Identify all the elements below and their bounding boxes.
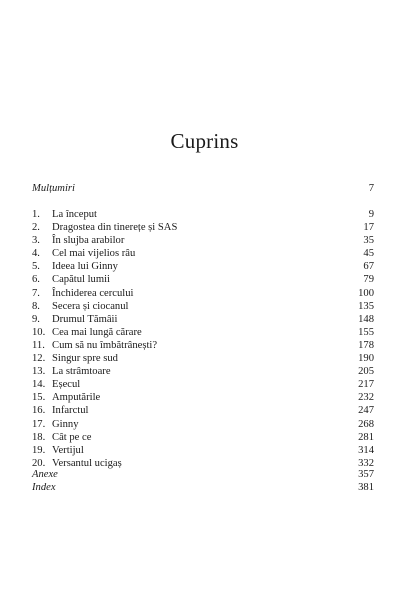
toc-entry[interactable] <box>32 365 374 378</box>
toc-entry-number: 1. <box>32 209 40 220</box>
toc-entry-page: 9 <box>368 209 374 220</box>
toc-entry-page: 332 <box>358 457 374 469</box>
toc-entry-page: 45 <box>363 248 374 260</box>
toc-entry-page: 381 <box>358 482 374 494</box>
toc-entry-number: 7. <box>32 287 40 299</box>
page-title: Cuprins <box>170 129 239 153</box>
toc-entry-page: 79 <box>363 274 374 286</box>
toc-entry[interactable] <box>32 404 374 417</box>
toc-entry[interactable] <box>32 247 374 260</box>
toc-entry-number: 3. <box>32 235 40 247</box>
toc-entry[interactable] <box>32 287 374 300</box>
toc-entry-page: 100 <box>358 287 374 299</box>
toc-entry[interactable] <box>32 182 374 195</box>
toc-entry[interactable] <box>32 208 374 221</box>
toc-entry[interactable] <box>32 260 374 273</box>
toc-entry-title: Ideea lui Ginny <box>52 261 118 273</box>
toc-entry-page: 155 <box>358 326 374 338</box>
toc-entry-page: 35 <box>363 235 374 247</box>
toc-entry-page: 232 <box>358 392 374 404</box>
toc-entry-number: 9. <box>32 313 40 325</box>
toc-entry[interactable] <box>32 273 374 286</box>
toc-entry-page: 357 <box>358 469 374 480</box>
toc-entry[interactable] <box>32 391 374 404</box>
toc-entry-number: 4. <box>32 248 40 260</box>
toc-entry-page: 135 <box>358 300 374 312</box>
toc-entry-title: Închiderea cercului <box>52 287 134 299</box>
toc-entry-number: 8. <box>32 300 40 312</box>
toc-entry-page: 178 <box>358 339 374 351</box>
toc-entry-number: 17. <box>32 418 46 430</box>
toc-entry-title: Amputările <box>52 392 101 404</box>
toc-entry-number: 19. <box>32 444 46 456</box>
toc-entry-page: 7 <box>368 183 374 194</box>
toc-entry-title: Anexe <box>32 469 58 480</box>
toc-entry[interactable] <box>32 378 374 391</box>
toc-entry-number: 10. <box>32 326 46 338</box>
toc-entry-number: 2. <box>32 222 40 234</box>
toc-entry[interactable] <box>32 313 374 326</box>
toc-entry[interactable] <box>32 431 374 444</box>
toc-entry-number: 20. <box>32 457 46 469</box>
toc-entry[interactable] <box>32 481 374 494</box>
toc-entry[interactable] <box>32 234 374 247</box>
toc-entry-title: Capătul lumii <box>52 274 110 286</box>
toc-entry-title: Vertijul <box>52 444 84 456</box>
toc-entry-title: Versantul ucigaș <box>52 457 122 469</box>
toc-entry-title: La început <box>52 209 98 220</box>
toc-entry[interactable] <box>32 418 374 431</box>
toc-entry-number: 14. <box>32 379 46 391</box>
toc-entry-title: Cum să nu îmbătrânești? <box>52 339 158 351</box>
toc-entry-page: 205 <box>358 366 374 378</box>
toc-chapters <box>32 208 374 470</box>
toc-entry-title: Index <box>32 482 56 494</box>
toc-entry-page: 148 <box>358 313 374 325</box>
toc-entry-title: Cea mai lungă cărare <box>52 326 142 338</box>
toc-entry-number: 18. <box>32 431 46 443</box>
toc-entry-page: 217 <box>358 379 374 391</box>
toc-entry-page: 67 <box>363 261 374 273</box>
toc-entry[interactable] <box>32 300 374 313</box>
toc-entry[interactable] <box>32 468 374 481</box>
toc-entry-title: Cel mai vijelios râu <box>52 248 136 260</box>
toc-entry-number: 11. <box>32 339 45 351</box>
toc-entry-page: 190 <box>358 353 374 365</box>
toc-entry-page: 281 <box>358 431 374 443</box>
toc-entry-title: La strâmtoare <box>52 366 111 378</box>
toc-entry[interactable] <box>32 326 374 339</box>
toc-entry-number: 16. <box>32 405 46 417</box>
toc-entry-number: 6. <box>32 274 40 286</box>
toc-entry-title: Cât pe ce <box>52 431 92 443</box>
toc-entry[interactable] <box>32 221 374 234</box>
toc-entry-title: Dragostea din tinerețe și SAS <box>52 222 178 234</box>
toc-entry-title: În slujba arabilor <box>52 235 125 247</box>
toc-entry[interactable] <box>32 339 374 352</box>
toc-front-matter <box>32 182 374 195</box>
toc-entry-title: Singur spre sud <box>52 353 118 365</box>
toc-entry-title: Drumul Tămâii <box>52 313 118 325</box>
toc-entry-title: Ginny <box>52 418 79 430</box>
toc-entry-number: 15. <box>32 392 46 404</box>
toc-entry-page: 247 <box>358 405 374 417</box>
toc-entry-number: 5. <box>32 261 40 273</box>
toc-entry-title: Mulțumiri <box>32 183 75 194</box>
toc-entry-number: 12. <box>32 353 46 365</box>
toc-entry[interactable] <box>32 352 374 365</box>
toc-entry-title: Infarctul <box>52 405 89 417</box>
toc-entry-page: 268 <box>358 418 374 430</box>
toc-back-matter <box>32 468 374 494</box>
toc-entry-number: 13. <box>32 366 46 378</box>
toc-entry-page: 314 <box>358 444 374 456</box>
toc-entry-page: 17 <box>363 222 374 234</box>
toc-entry-title: Eșecul <box>52 379 81 391</box>
toc-entry[interactable] <box>32 444 374 457</box>
toc-entry-title: Secera și ciocanul <box>52 300 129 312</box>
